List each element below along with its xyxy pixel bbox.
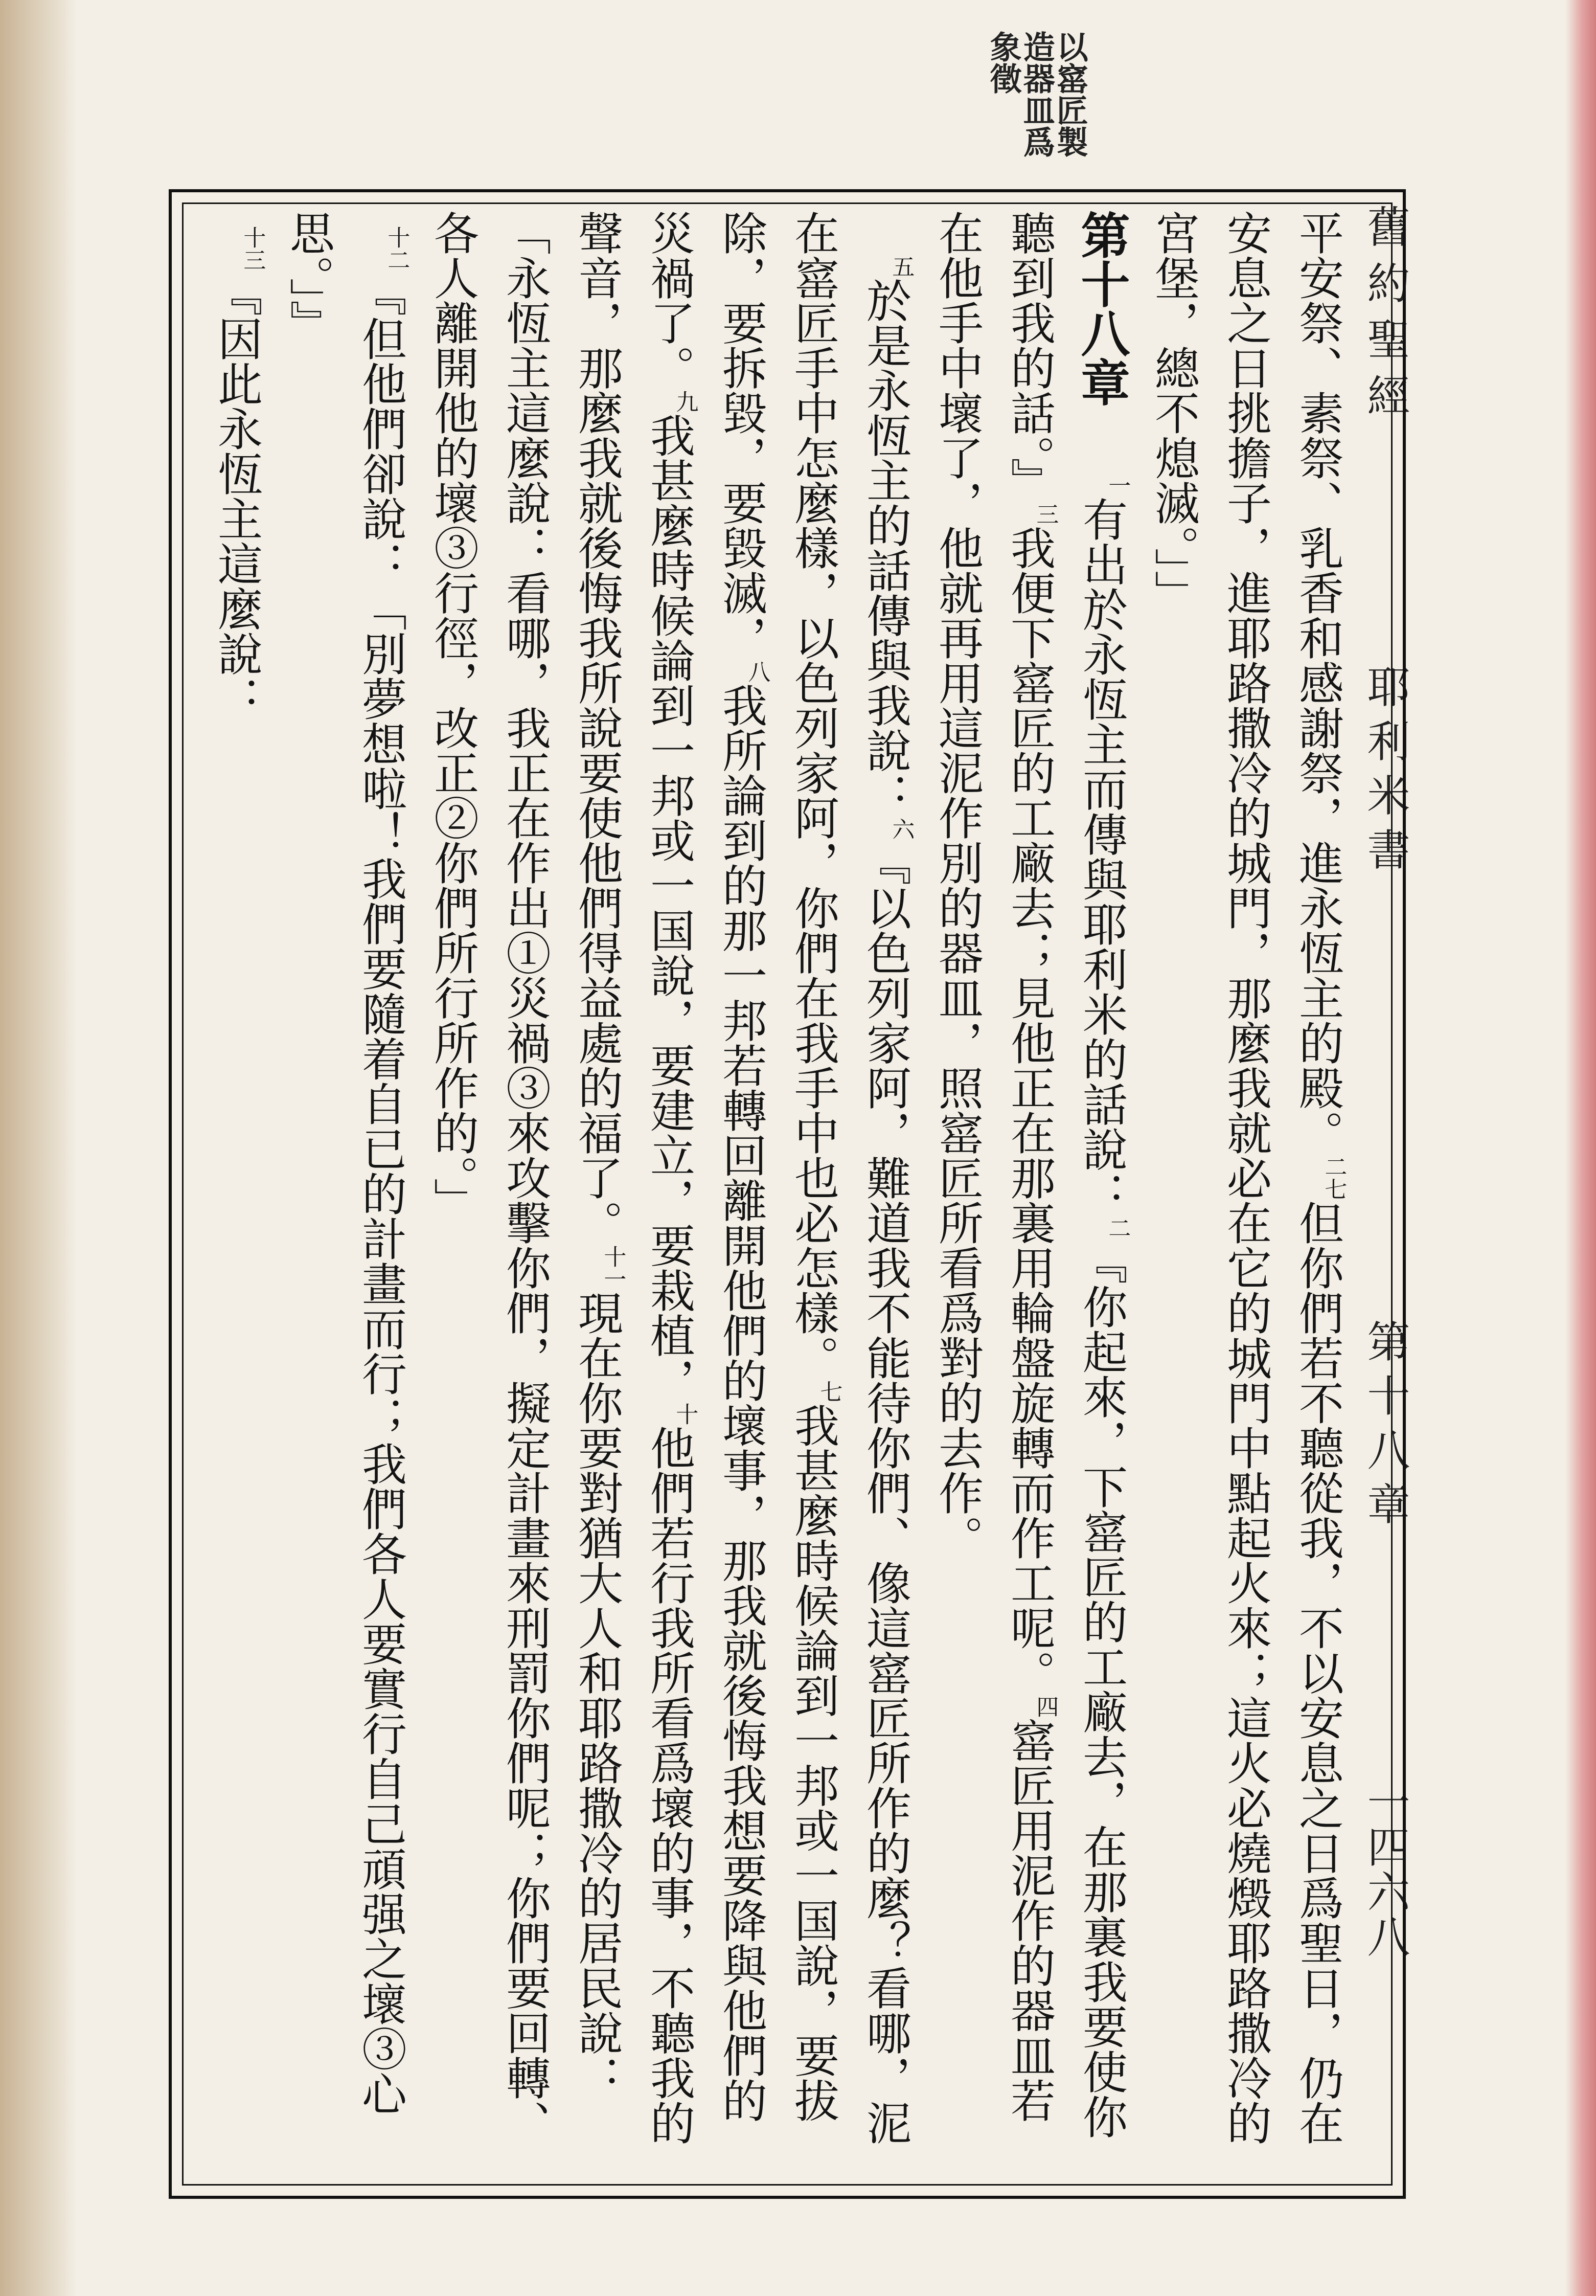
chapter-label: 第十八章 [1360, 1319, 1410, 1536]
verse-number: 十一 [600, 1245, 626, 1290]
marginal-note-line: 以窰匠製 [1051, 31, 1089, 157]
page-edge [1565, 0, 1596, 2296]
paragraph [273, 210, 417, 2153]
verse-number: 十二 [383, 226, 410, 271]
passage-text: 但你們若不聽從我，不以安息之日爲聖日，仍在安息之日挑擔子，進耶路撒冷的城門，那麼我就必在它的城門中點起火來；這火必燒燬耶路撒冷的宮堡，總不熄滅。」」 [1148, 210, 1344, 2145]
passage-text: 我甚麼時候論到一邦或一国說，要建立，要栽植， [643, 413, 696, 1403]
paragraph [201, 210, 273, 2153]
verse-number: 九 [672, 390, 698, 413]
passage-text: 『以色列家阿，難道我不能待你們、像這窰匠所作的麼？看哪，泥在窰匠手中怎麼樣，以色列家阿，你們在我手中也必怎樣。 [787, 210, 912, 2145]
verse-number: 三 [1032, 503, 1059, 525]
chapter-heading: 第十八章 [1073, 210, 1131, 407]
verse-number: 十 [672, 1403, 698, 1425]
verse-number: 六 [888, 818, 915, 840]
verse-number: 八 [744, 660, 770, 683]
marginal-note-line: 象徵 [985, 31, 1022, 94]
passage-text: 於是永恆主的話傳與我說： [859, 278, 912, 818]
passage-text: 我便下窰匠的工廠去；見他正在那裏用輪盤旋轉而作工呢。 [1004, 525, 1056, 1695]
marginal-note [985, 31, 1089, 157]
book-name: 耶利米書 [1360, 665, 1410, 882]
passage-text: 現在你要對猶大人和耶路撒冷的居民說：「永恆主這麼說：看哪，我正在作出①災禍③來攻擊你們，擬定計畫來刑罰你們呢；你們要回轉、各人離開他的壞③行徑，改正②你們所行所作的。」 [427, 210, 624, 2145]
passage-text: 『但他們卻說：「別夢想啦！我們要隨着自已的計畫而行；我們各人要實行自己頑强之壞③心思。」』 [283, 210, 407, 2116]
binding-gutter [0, 0, 77, 2296]
verse-number: 四 [1032, 1695, 1059, 1718]
book-title: 舊約聖經 [1360, 205, 1410, 430]
verse-number: 七 [816, 1380, 842, 1403]
scripture-text [201, 210, 1354, 2153]
marginal-note-line: 造器皿爲 [1018, 31, 1056, 157]
passage-text: 我甚麼時候論到一邦或一国說，要拔除，要拆毀，要毀滅， [715, 210, 840, 2123]
passage-text: 他們若行我所看爲壞的事，不聽我的聲音，那麼我就後悔我所說要使他們得益處的福了。 [571, 210, 696, 2145]
verse-number: 二七 [1320, 1155, 1347, 1200]
passage-text: 我所論到的那一邦若轉回離開他們的壞事，那我就後悔我想要降與他們的災禍了。 [643, 210, 768, 2123]
verse-number: 十三 [239, 226, 266, 271]
verse-number: 二 [1104, 1217, 1131, 1239]
passage-text: 平安祭、素祭、乳香和感謝祭，進永恆主的殿。 [1292, 210, 1344, 1155]
passage-text: 窰匠用泥作的器皿若在他手中壞了，他就再用這泥作別的器皿，照窰匠所看爲對的去作。 [931, 210, 1056, 2123]
passage-text: 『因此永恆主這麼說： [211, 271, 263, 721]
verse-number: 一 [1104, 474, 1131, 497]
passage-text: 『你起來，下窰匠的工廠去，在那裏我要使你聽到我的話。』 [1004, 210, 1128, 2139]
paragraph [417, 210, 922, 2153]
verse-number: 五 [888, 255, 915, 278]
passage-text: 有出於永恆主而傳與耶利米的話說： [1076, 497, 1128, 1217]
spacer [1079, 407, 1124, 474]
paragraph [1138, 210, 1354, 2153]
paragraph [922, 210, 1138, 2153]
page-number: 一四六八 [1360, 1780, 1410, 1960]
text-frame [169, 189, 1406, 2199]
